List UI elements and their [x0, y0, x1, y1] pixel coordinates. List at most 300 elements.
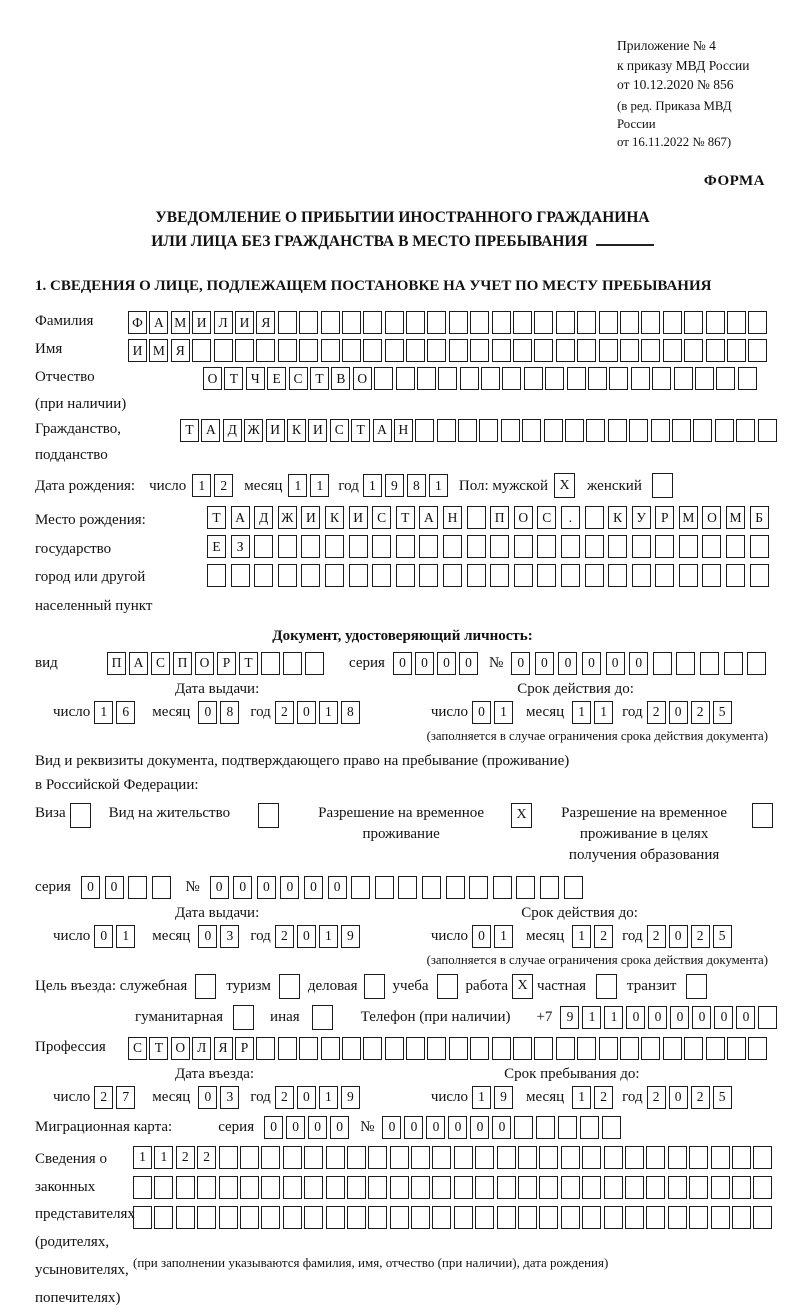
year-label: год — [250, 1089, 271, 1106]
char-cell — [631, 367, 650, 390]
char-cell: 0 — [328, 876, 347, 899]
char-cell: 0 — [81, 876, 100, 899]
char-cell — [668, 1176, 687, 1199]
char-cell — [608, 564, 627, 587]
char-cell — [152, 876, 171, 899]
char-cell: Т — [310, 367, 329, 390]
char-cell: 6 — [116, 701, 135, 724]
char-cell: 0 — [308, 1116, 327, 1139]
doc-dates-row — [35, 701, 770, 724]
char-cell — [411, 1206, 430, 1229]
char-cell — [219, 1146, 238, 1169]
char-cell: 0 — [330, 1116, 349, 1139]
rvp-number-label: № — [185, 879, 200, 896]
char-cell: 0 — [692, 1006, 711, 1029]
char-cell — [513, 339, 532, 362]
migration-series-cells — [264, 1116, 352, 1139]
char-cell: 9 — [494, 1086, 513, 1109]
char-cell — [493, 876, 512, 899]
char-cell: 0 — [280, 876, 299, 899]
representatives-cells-2 — [133, 1176, 775, 1199]
char-cell — [390, 1176, 409, 1199]
patronymic-cells — [203, 367, 759, 390]
document-title — [35, 206, 770, 254]
char-cell: 1 — [319, 701, 338, 724]
char-cell: Т — [239, 652, 258, 675]
char-cell — [385, 339, 404, 362]
char-cell — [481, 367, 500, 390]
year-label: год — [622, 928, 643, 945]
char-cell — [702, 564, 721, 587]
char-cell — [390, 1146, 409, 1169]
rvp-issue-year-cells — [275, 925, 363, 948]
char-cell — [689, 1206, 708, 1229]
char-cell — [347, 1146, 366, 1169]
char-cell: 0 — [437, 652, 456, 675]
doc-number-cells — [511, 652, 771, 675]
char-cell — [497, 1206, 516, 1229]
phone-label: Телефон (при наличии) — [360, 1009, 511, 1026]
day-label: число — [53, 704, 91, 721]
char-cell — [651, 419, 670, 442]
representatives-label-3: представителях — [35, 1206, 135, 1223]
surname-label: Фамилия — [35, 313, 94, 330]
char-cell — [449, 1037, 468, 1060]
char-cell: 2 — [647, 1086, 666, 1109]
char-cell — [449, 339, 468, 362]
char-cell — [443, 535, 462, 558]
char-cell: Ж — [278, 506, 297, 529]
char-cell — [599, 1037, 618, 1060]
char-cell — [207, 564, 226, 587]
char-cell: О — [171, 1037, 190, 1060]
char-cell: 9 — [385, 474, 404, 497]
birth-place-row — [35, 506, 770, 620]
char-cell: Е — [267, 367, 286, 390]
char-cell: 8 — [341, 701, 360, 724]
char-cell — [419, 564, 438, 587]
char-cell: 2 — [214, 474, 233, 497]
representatives-note: (при заполнении указываются фамилия, имя, отчество (при наличии), дата рождения) — [133, 1254, 609, 1270]
month-label: месяц — [526, 704, 565, 721]
char-cell — [427, 1037, 446, 1060]
doc-expiry-year-cells — [647, 701, 735, 724]
char-cell: Р — [217, 652, 236, 675]
char-cell: П — [490, 506, 509, 529]
char-cell: 3 — [220, 1086, 239, 1109]
char-cell: 0 — [558, 652, 577, 675]
char-cell: 2 — [275, 925, 294, 948]
char-cell — [738, 367, 757, 390]
char-cell — [753, 1146, 772, 1169]
char-cell — [608, 419, 627, 442]
birth-place-cells-2 — [207, 535, 773, 558]
citizenship-row — [35, 419, 770, 466]
char-cell — [629, 419, 648, 442]
stay-year-cells — [647, 1086, 735, 1109]
char-cell: А — [373, 419, 392, 442]
char-cell — [128, 876, 147, 899]
char-cell — [454, 1146, 473, 1169]
char-cell — [342, 1037, 361, 1060]
stay-until-heading: Срок пребывания до: — [504, 1065, 640, 1082]
purpose-commercial-label: деловая — [307, 978, 358, 995]
char-cell — [702, 535, 721, 558]
identity-doc-heading: Документ, удостоверяющий личность: — [272, 628, 533, 645]
phone-prefix: +7 — [536, 1009, 553, 1026]
char-cell: С — [151, 652, 170, 675]
char-cell — [537, 564, 556, 587]
char-cell — [326, 1146, 345, 1169]
char-cell — [347, 1206, 366, 1229]
char-cell — [385, 311, 404, 334]
char-cell — [283, 1176, 302, 1199]
char-cell: И — [128, 339, 147, 362]
patronymic-label-2: (при наличии) — [35, 395, 127, 412]
char-cell — [674, 367, 693, 390]
entry-day-cells — [94, 1086, 138, 1109]
char-cell: М — [679, 506, 698, 529]
char-cell — [299, 339, 318, 362]
rvp-expiry-note: (заполняется в случае ограничения срока действия документа) — [426, 952, 768, 967]
char-cell — [632, 564, 651, 587]
option-temp-residence — [301, 803, 532, 845]
char-cell — [539, 1176, 558, 1199]
char-cell: 0 — [669, 701, 688, 724]
patronymic-row — [35, 367, 770, 414]
char-cell — [514, 1116, 533, 1139]
char-cell — [599, 339, 618, 362]
sex-male-label: Пол: мужской — [458, 477, 549, 494]
char-cell: 9 — [560, 1006, 579, 1029]
entry-dates-row — [35, 1086, 770, 1109]
char-cell — [561, 1206, 580, 1229]
char-cell — [475, 1146, 494, 1169]
char-cell: 2 — [691, 925, 710, 948]
char-cell — [490, 535, 509, 558]
char-cell — [214, 339, 233, 362]
char-cell — [501, 419, 520, 442]
representatives-label-2: законных — [35, 1178, 96, 1195]
char-cell: 0 — [198, 925, 217, 948]
char-cell — [608, 535, 627, 558]
char-cell — [724, 652, 743, 675]
char-cell — [679, 535, 698, 558]
purpose-tourism-checkbox — [279, 974, 300, 999]
char-cell: 2 — [275, 1086, 294, 1109]
char-cell — [518, 1176, 537, 1199]
char-cell — [715, 419, 734, 442]
rvp-issue-heading: Дата выдачи: — [175, 904, 260, 921]
char-cell — [406, 339, 425, 362]
option-residence-permit-checkbox — [258, 803, 279, 828]
char-cell — [479, 419, 498, 442]
year-label: год — [622, 704, 643, 721]
char-cell: П — [173, 652, 192, 675]
representatives-label-6: попечителях) — [35, 1289, 121, 1306]
char-cell — [305, 652, 324, 675]
profession-row — [35, 1037, 770, 1060]
purpose-commercial-checkbox — [364, 974, 385, 999]
option-temp-residence-education-checkbox — [752, 803, 773, 828]
char-cell — [304, 1206, 323, 1229]
char-cell: 0 — [198, 1086, 217, 1109]
char-cell — [283, 1146, 302, 1169]
char-cell: 0 — [393, 652, 412, 675]
option-visa-label: Виза — [35, 804, 66, 821]
char-cell: И — [235, 311, 254, 334]
char-cell — [652, 367, 671, 390]
char-cell: Ч — [246, 367, 265, 390]
char-cell — [663, 311, 682, 334]
char-cell — [470, 1037, 489, 1060]
char-cell: 0 — [264, 1116, 283, 1139]
char-cell: 0 — [648, 1006, 667, 1029]
char-cell: 0 — [286, 1116, 305, 1139]
char-cell — [684, 1037, 703, 1060]
char-cell: С — [537, 506, 556, 529]
char-cell — [539, 1146, 558, 1169]
char-cell — [732, 1146, 751, 1169]
char-cell: 0 — [448, 1116, 467, 1139]
char-cell: Л — [214, 311, 233, 334]
citizenship-cells — [180, 419, 779, 442]
char-cell — [625, 1146, 644, 1169]
char-cell — [390, 1206, 409, 1229]
char-cell: М — [726, 506, 745, 529]
char-cell — [727, 1037, 746, 1060]
char-cell — [256, 339, 275, 362]
char-cell — [261, 1206, 280, 1229]
char-cell: 0 — [670, 1006, 689, 1029]
char-cell — [711, 1176, 730, 1199]
appendix-line: к приказу МВД России — [617, 57, 750, 73]
char-cell: 1 — [429, 474, 448, 497]
identity-doc-row — [35, 652, 770, 675]
char-cell — [372, 535, 391, 558]
char-cell — [368, 1176, 387, 1199]
migration-card-row — [35, 1116, 770, 1139]
char-cell — [368, 1206, 387, 1229]
char-cell — [432, 1176, 451, 1199]
char-cell: И — [301, 506, 320, 529]
char-cell — [492, 311, 511, 334]
option-residence-permit — [109, 803, 279, 828]
char-cell — [278, 535, 297, 558]
char-cell — [240, 1206, 259, 1229]
char-cell — [534, 1037, 553, 1060]
char-cell: 9 — [341, 1086, 360, 1109]
char-cell — [467, 564, 486, 587]
char-cell — [321, 1037, 340, 1060]
char-cell — [231, 564, 250, 587]
given-name-label: Имя — [35, 341, 63, 358]
profession-cells — [128, 1037, 770, 1060]
given-name-row — [35, 339, 770, 362]
char-cell: 0 — [304, 876, 323, 899]
char-cell: Я — [171, 339, 190, 362]
char-cell — [492, 1037, 511, 1060]
char-cell: О — [203, 367, 222, 390]
char-cell — [326, 1176, 345, 1199]
char-cell: С — [330, 419, 349, 442]
residence-doc-intro-1: Вид и реквизиты документа, подтверждающего право на пребывание (проживание) — [35, 752, 570, 769]
char-cell — [641, 339, 660, 362]
char-cell: 1 — [572, 925, 591, 948]
char-cell — [706, 311, 725, 334]
year-label: год — [250, 928, 271, 945]
char-cell — [368, 1146, 387, 1169]
char-cell: 8 — [407, 474, 426, 497]
char-cell — [385, 1037, 404, 1060]
char-cell — [653, 652, 672, 675]
representatives-label-5: усыновителях, — [35, 1261, 129, 1278]
char-cell — [599, 311, 618, 334]
char-cell: 5 — [713, 701, 732, 724]
doc-issue-day-cells — [94, 701, 138, 724]
representatives-label-4: (родителях, — [35, 1234, 110, 1251]
char-cell — [577, 1037, 596, 1060]
purpose-humanitarian-label: гуманитарная — [135, 1009, 224, 1026]
birth-place-label: Место рождения: государство город или другой населенный пункт — [35, 506, 207, 620]
char-cell — [540, 876, 559, 899]
char-cell — [396, 535, 415, 558]
rvp-issue-month-cells — [198, 925, 242, 948]
char-cell — [646, 1176, 665, 1199]
char-cell: У — [632, 506, 651, 529]
char-cell — [602, 1116, 621, 1139]
char-cell: И — [266, 419, 285, 442]
doc-issue-year-cells — [275, 701, 363, 724]
char-cell: 1 — [572, 701, 591, 724]
char-cell: 2 — [691, 1086, 710, 1109]
entry-date-headings — [35, 1066, 770, 1083]
char-cell: 0 — [198, 701, 217, 724]
char-cell: Е — [207, 535, 226, 558]
char-cell: 0 — [382, 1116, 401, 1139]
char-cell — [427, 311, 446, 334]
char-cell — [467, 506, 486, 529]
day-label: число — [53, 1089, 91, 1106]
char-cell — [706, 1037, 725, 1060]
char-cell — [732, 1206, 751, 1229]
char-cell — [197, 1176, 216, 1199]
purpose-humanitarian-checkbox — [233, 1005, 254, 1030]
citizenship-label: Гражданство, подданство — [35, 419, 180, 466]
purpose-study-checkbox — [437, 974, 458, 999]
sex-female-label: женский — [587, 477, 642, 494]
birth-year-cells — [363, 474, 451, 497]
char-cell: 2 — [691, 701, 710, 724]
char-cell: 1 — [94, 701, 113, 724]
edition-line: от 16.11.2022 № 867) — [617, 134, 732, 149]
char-cell — [326, 1206, 345, 1229]
char-cell: 0 — [257, 876, 276, 899]
purpose-row-1 — [35, 974, 770, 999]
char-cell — [564, 876, 583, 899]
char-cell: 0 — [404, 1116, 423, 1139]
char-cell: Т — [351, 419, 370, 442]
title-blank-line — [596, 232, 654, 246]
char-cell: О — [353, 367, 372, 390]
char-cell — [539, 1206, 558, 1229]
char-cell: Т — [396, 506, 415, 529]
char-cell — [727, 339, 746, 362]
patronymic-label: Отчество (при наличии) — [35, 367, 203, 414]
day-label: число — [430, 928, 469, 945]
char-cell — [586, 419, 605, 442]
option-temp-residence-label: Разрешение на временное проживание — [318, 804, 485, 842]
char-cell: О — [195, 652, 214, 675]
title-line-2: ИЛИ ЛИЦА БЕЗ ГРАЖДАНСТВА В МЕСТО ПРЕБЫВАНИЯ — [35, 230, 770, 254]
char-cell — [726, 535, 745, 558]
char-cell — [396, 564, 415, 587]
option-temp-residence-checkbox: X — [511, 803, 532, 828]
rvp-number-cells — [210, 876, 588, 899]
purpose-label: Цель въезда: служебная — [35, 978, 188, 995]
char-cell — [301, 535, 320, 558]
char-cell — [475, 1176, 494, 1199]
doc-expiry-day-cells — [472, 701, 516, 724]
char-cell: Т — [180, 419, 199, 442]
char-cell — [133, 1176, 152, 1199]
char-cell: И — [349, 506, 368, 529]
migration-card-label: Миграционная карта: — [35, 1119, 173, 1136]
representatives-row — [35, 1146, 770, 1312]
year-label: год — [338, 477, 359, 494]
doc-number-label: № — [488, 655, 504, 672]
char-cell: С — [372, 506, 391, 529]
char-cell: 0 — [669, 1086, 688, 1109]
char-cell — [758, 1006, 777, 1029]
char-cell — [663, 339, 682, 362]
char-cell — [582, 1176, 601, 1199]
char-cell — [415, 419, 434, 442]
char-cell — [283, 652, 302, 675]
char-cell — [537, 535, 556, 558]
char-cell: 0 — [472, 701, 491, 724]
char-cell: 0 — [472, 925, 491, 948]
citizenship-label-2: подданство — [35, 447, 108, 464]
char-cell — [437, 419, 456, 442]
char-cell — [349, 535, 368, 558]
char-cell — [582, 1206, 601, 1229]
char-cell — [304, 1176, 323, 1199]
char-cell — [689, 1146, 708, 1169]
char-cell — [492, 339, 511, 362]
char-cell — [585, 506, 604, 529]
doc-date-headings — [35, 681, 770, 698]
char-cell — [254, 535, 273, 558]
char-cell — [632, 535, 651, 558]
char-cell — [192, 339, 211, 362]
purpose-transit-label: транзит — [627, 978, 677, 995]
char-cell: 0 — [297, 701, 316, 724]
char-cell — [417, 367, 436, 390]
char-cell: Д — [254, 506, 273, 529]
char-cell — [736, 419, 755, 442]
char-cell: 0 — [426, 1116, 445, 1139]
char-cell — [604, 1206, 623, 1229]
char-cell — [363, 339, 382, 362]
char-cell — [502, 367, 521, 390]
rvp-expiry-heading: Срок действия до: — [521, 904, 638, 921]
char-cell: А — [149, 311, 168, 334]
char-cell — [219, 1176, 238, 1199]
char-cell — [625, 1176, 644, 1199]
char-cell — [641, 1037, 660, 1060]
option-residence-permit-label: Вид на жительство — [108, 804, 231, 821]
